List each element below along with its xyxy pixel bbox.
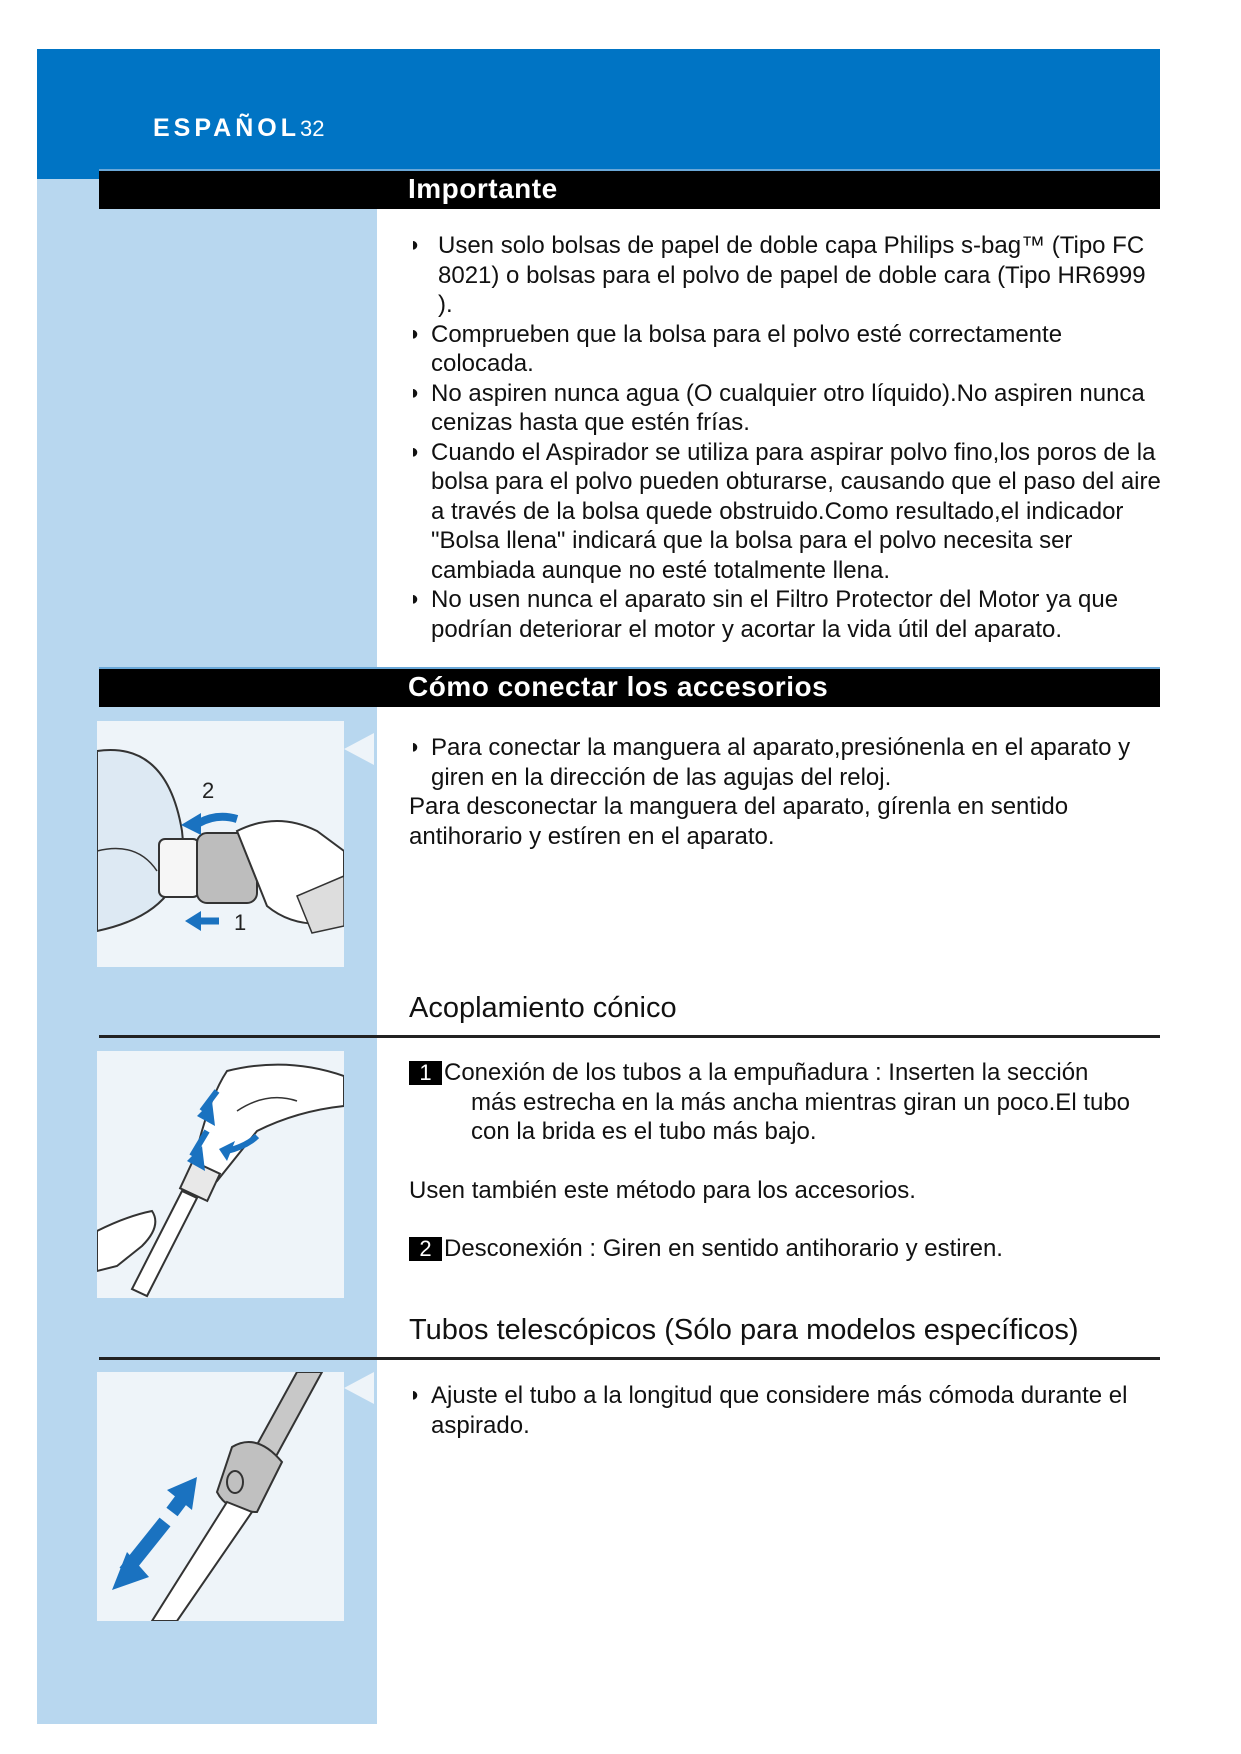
step-number: 2 xyxy=(409,1237,442,1261)
step-1-rest: más estrecha en la más ancha mientras giran un poco.El tubo con la brida es el tubo más bajo. xyxy=(471,1088,1131,1145)
bullet-icon: ◗ xyxy=(409,322,422,345)
step-2-text: Desconexión : Giren en sentido antihorario y estiren. xyxy=(444,1235,1003,1262)
figure-label-1: 1 xyxy=(234,910,247,935)
connect-note: Para desconectar la manguera del aparato, gírenla en sentido antihorario y estíren en el aparato. xyxy=(409,793,1069,850)
subheading-acoplamiento: Acoplamiento cónico xyxy=(409,992,677,1024)
step-1 xyxy=(409,1058,1161,1147)
language-text: ESPAÑOL xyxy=(153,114,300,142)
connect-text xyxy=(409,733,1161,851)
bullet-icon: ◗ xyxy=(409,381,422,404)
spacer xyxy=(409,1147,1161,1176)
section-bar-importante xyxy=(99,169,1160,209)
figure-label-2: 2 xyxy=(202,778,215,803)
list-item: ◗ Comprueben que la bolsa para el polvo esté correctamente colocada. xyxy=(409,320,1063,377)
telescopic-text xyxy=(409,1381,1161,1440)
spacer xyxy=(409,1205,1161,1234)
bullet-icon: ◗ xyxy=(409,440,422,463)
hose-connection-drawing xyxy=(97,721,344,967)
subheading-telescopicos: Tubos telescópicos (Sólo para modelos específicos) xyxy=(409,1314,1079,1346)
list-item: ◗ Ajuste el tubo a la longitud que considere más cómoda durante el aspirado. xyxy=(409,1382,1128,1439)
section-bar-conectar xyxy=(99,667,1160,707)
telescopic-tube-illustration xyxy=(97,1372,344,1621)
list-item: ◗ Para conectar la manguera al aparato,presiónenla en el aparato y giren en la dirección de las agujas del reloj. xyxy=(409,734,1131,791)
language-label xyxy=(153,114,324,143)
callout-pointer xyxy=(344,1372,374,1404)
page-number: 32 xyxy=(300,116,325,141)
list-item: ◗ Cuando el Aspirador se utiliza para aspirar polvo fino,los poros de la bolsa para el polvo pueden obturarse, causando que el paso del aire a través de la bolsa quede obstruido.Como resultado,el indicador "Bolsa llena" indicará que la bolsa para el polvo necesita ser cambiada aunque no esté totalmente llena. xyxy=(409,438,1161,584)
divider xyxy=(99,1357,1160,1360)
list-item: ◗ Usen solo bolsas de papel de doble capa Philips s-bag™ (Tipo FC 8021) o bolsas para el polvo de papel de doble cara (Tipo HR6999 ). xyxy=(409,232,1146,318)
tube-connection-drawing xyxy=(97,1051,344,1298)
list-item: ◗ No usen nunca el aparato sin el Filtro Protector del Motor ya que podrían deteriorar el motor y acortar la vida útil del aparato. xyxy=(409,586,1119,643)
divider xyxy=(99,1035,1160,1038)
conical-text xyxy=(409,1058,1161,1264)
step-1-first-line: Conexión de los tubos a la empuñadura : Inserten la sección xyxy=(444,1059,1089,1086)
bullet-icon: ◗ xyxy=(409,1384,422,1406)
tube-connection-illustration xyxy=(97,1051,344,1298)
bullet-icon: ◗ xyxy=(409,234,422,256)
bullet-icon: ◗ xyxy=(409,736,422,758)
step-2 xyxy=(409,1234,1161,1264)
important-list xyxy=(409,231,1161,644)
section-title: Importante xyxy=(408,173,558,204)
telescopic-tube-drawing xyxy=(97,1372,344,1621)
callout-pointer xyxy=(344,733,374,765)
conical-note: Usen también este método para los accesorios. xyxy=(409,1176,916,1204)
section-title: Cómo conectar los accesorios xyxy=(408,671,829,702)
list-item: ◗ No aspiren nunca agua (O cualquier otro líquido).No aspiren nunca cenizas hasta que estén frías. xyxy=(409,379,1145,436)
hose-connection-illustration xyxy=(97,721,344,967)
step-number: 1 xyxy=(409,1061,442,1085)
bullet-icon: ◗ xyxy=(409,588,422,610)
